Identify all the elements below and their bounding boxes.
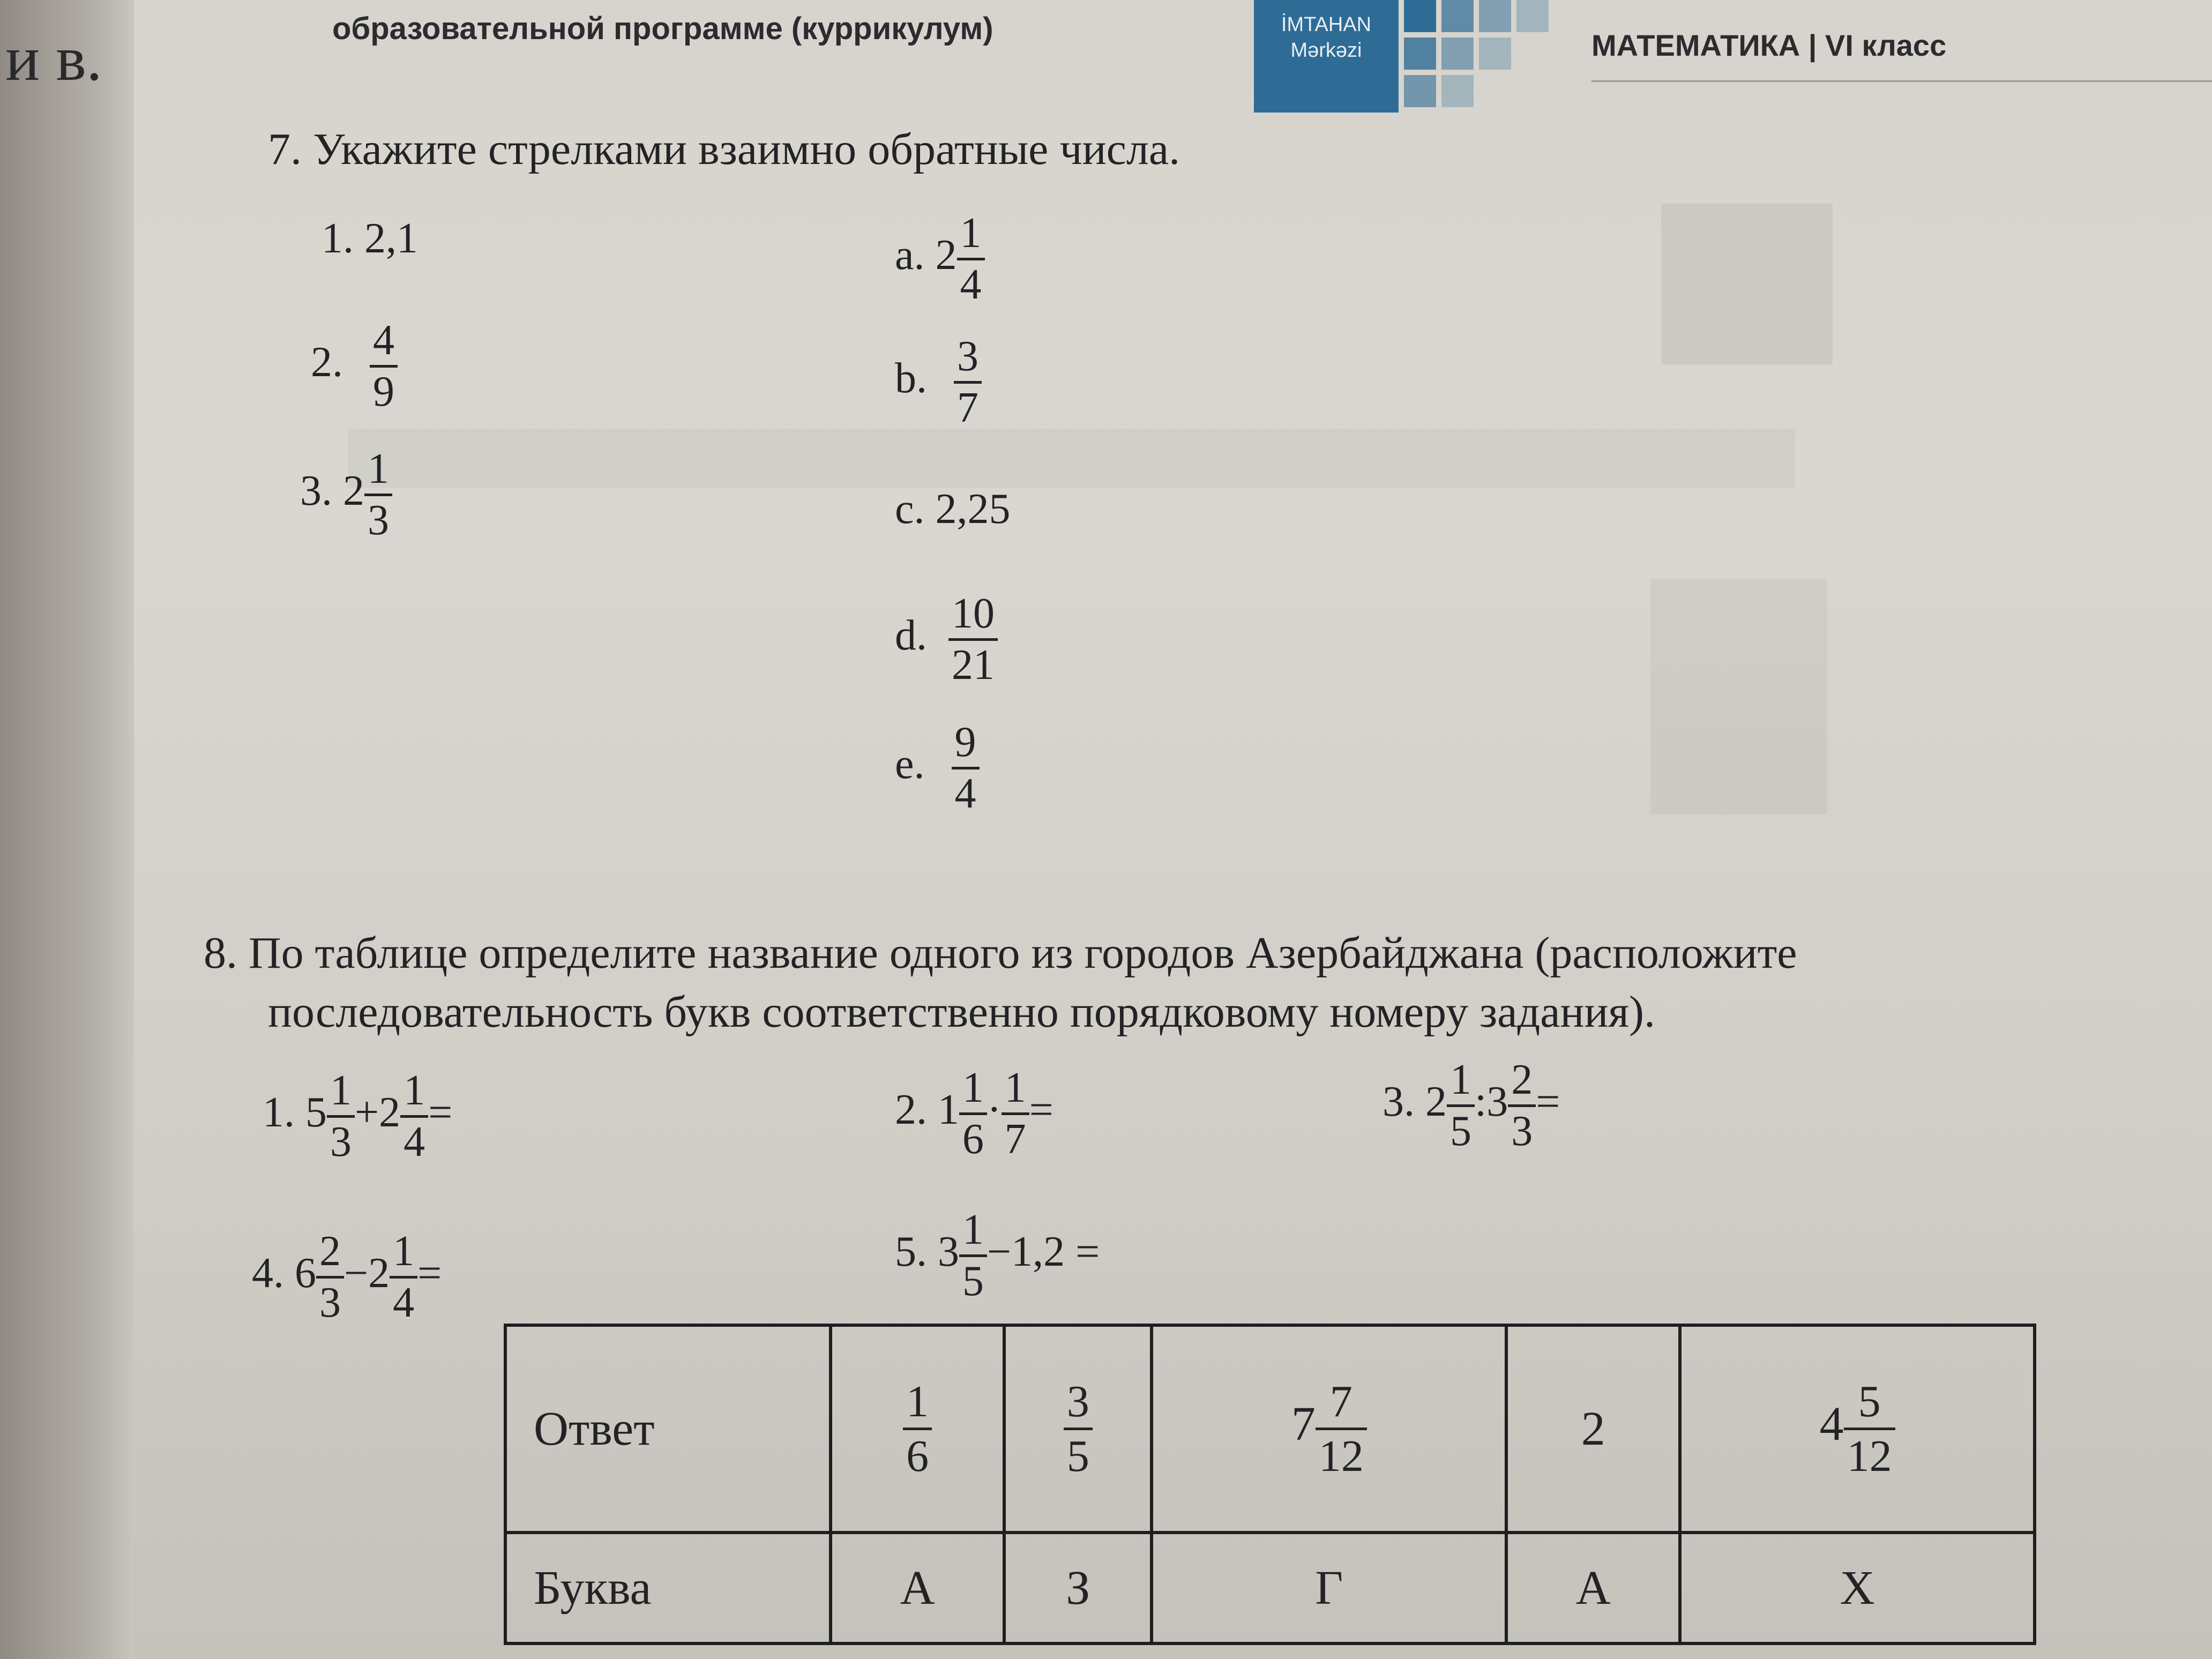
whole-part: 4 (1819, 1397, 1844, 1451)
item-value: 2,1 (364, 215, 418, 262)
whole-part: 2 (343, 467, 364, 514)
operator: : (1475, 1078, 1487, 1125)
task7-right-item-d (895, 589, 998, 690)
answer-cell-2 (1004, 1325, 1152, 1533)
fraction (903, 1376, 932, 1482)
whole-part: 7 (1291, 1397, 1316, 1451)
task7-left-item-1 (322, 214, 418, 263)
whole-part: 1 (938, 1086, 959, 1133)
letter-cell-5: Х (1680, 1533, 2035, 1643)
fraction (959, 1064, 987, 1164)
show-through-band (348, 429, 1795, 488)
item-label: 5. (895, 1228, 927, 1275)
numerator: 3 (954, 332, 982, 384)
operator: + (355, 1088, 379, 1136)
denominator: 7 (957, 384, 978, 431)
row-header-answer: Ответ (505, 1325, 831, 1533)
fraction (957, 209, 985, 309)
item-label: e. (895, 740, 925, 788)
item-label: 3. (300, 467, 332, 514)
denominator: 4 (960, 261, 982, 308)
fraction (959, 1206, 987, 1306)
task7-left-item-3 (300, 445, 392, 545)
task7-right-item-b (895, 332, 982, 432)
numerator: 2 (316, 1227, 344, 1279)
denominator: 6 (962, 1116, 984, 1163)
fraction (948, 589, 998, 690)
numerator: 1 (959, 1206, 987, 1257)
operator: − (344, 1249, 369, 1297)
fraction (390, 1227, 417, 1327)
whole-part: 3 (938, 1228, 959, 1275)
denominator: 5 (962, 1258, 984, 1305)
fraction (370, 316, 398, 416)
item-label: b. (895, 354, 927, 402)
numerator: 1 (959, 1064, 987, 1115)
whole-part: 2 (1425, 1078, 1447, 1125)
table-row-answers (505, 1325, 2035, 1533)
equals-sign: = (1029, 1086, 1053, 1133)
denominator: 7 (1004, 1116, 1026, 1163)
show-through-block (1650, 579, 1827, 814)
equals-sign: = (1536, 1078, 1560, 1125)
numerator: 3 (1064, 1376, 1093, 1430)
fraction (400, 1066, 428, 1167)
denominator: 9 (373, 368, 394, 415)
fraction (1508, 1056, 1536, 1156)
answer-cell-1 (831, 1325, 1004, 1533)
task7-right-item-c (895, 485, 1011, 534)
whole-part: 5 (305, 1088, 327, 1136)
numerator: 5 (1844, 1376, 1895, 1430)
numerator: 2 (1508, 1056, 1536, 1107)
show-through-block (1661, 204, 1833, 364)
numerator: 1 (390, 1227, 417, 1279)
logo-line-2: Mərkəzi (1290, 39, 1362, 62)
fraction (316, 1227, 344, 1327)
whole-part: 2 (935, 231, 957, 279)
whole-part: 3 (1486, 1078, 1508, 1125)
item-label: 4. (252, 1249, 284, 1297)
denominator: 4 (954, 770, 976, 817)
task7-right-item-a (895, 209, 985, 309)
denominator: 5 (1066, 1431, 1089, 1481)
subject-label: МАТЕМАТИКА | VI класс (1591, 28, 1947, 62)
answer-cell-5 (1680, 1325, 2035, 1533)
task8-expression-2 (895, 1064, 1053, 1164)
imtahan-logo (1254, 0, 1399, 113)
task8-expression-3 (1382, 1056, 1560, 1156)
task7-right-item-e (895, 718, 980, 818)
fraction (954, 332, 982, 432)
item-label: c. (895, 485, 925, 533)
whole-part: 2 (368, 1249, 390, 1297)
page-header (134, 0, 2212, 129)
item-label: 1. (263, 1088, 295, 1136)
item-label: 2. (895, 1086, 927, 1133)
numerator: 9 (952, 718, 980, 769)
numerator: 1 (1002, 1064, 1029, 1115)
numerator: 1 (903, 1376, 932, 1430)
denominator: 3 (368, 497, 389, 544)
denominator: 6 (906, 1431, 929, 1481)
denominator: 4 (393, 1279, 415, 1326)
answer-cell-3 (1152, 1325, 1506, 1533)
fraction (1447, 1056, 1475, 1156)
denominator: 3 (319, 1279, 341, 1326)
numerator: 1 (957, 209, 985, 260)
denominator: 3 (330, 1118, 352, 1165)
task7-left-item-2 (311, 316, 398, 416)
numerator: 10 (948, 589, 998, 641)
denominator: 12 (1318, 1431, 1364, 1481)
fraction (327, 1066, 355, 1167)
denominator: 12 (1847, 1431, 1892, 1481)
numerator: 1 (1447, 1056, 1475, 1107)
equals-sign: = (428, 1088, 453, 1136)
task7-title: 7. Укажите стрелками взаимно обратные числа. (268, 124, 1180, 174)
whole-part: 2 (379, 1088, 401, 1136)
numerator: 1 (327, 1066, 355, 1118)
task8-title-line-2: последовательность букв соответственно порядковому номеру задания). (268, 987, 1656, 1037)
item-label: 2. (311, 338, 343, 386)
table-row-letters (505, 1533, 2035, 1643)
task8-expression-1 (263, 1066, 452, 1167)
denominator: 3 (1511, 1108, 1533, 1155)
fraction (1316, 1376, 1367, 1482)
numerator: 1 (400, 1066, 428, 1118)
answer-cell-4: 2 (1506, 1325, 1680, 1533)
numerator: 4 (370, 316, 398, 368)
adjacent-page-text: и в. (5, 23, 102, 94)
decorative-mosaic (1404, 0, 1565, 107)
letter-cell-3: Г (1152, 1533, 1506, 1643)
fraction (952, 718, 980, 818)
denominator: 21 (952, 641, 995, 689)
curriculum-caption: образовательной программе (куррикулум) (332, 11, 993, 46)
denominator: 4 (403, 1118, 425, 1165)
item-label: 1. (322, 215, 354, 262)
fraction (1002, 1064, 1029, 1164)
fraction (1064, 1376, 1093, 1482)
task8-expression-5 (895, 1206, 1100, 1306)
item-value: 2,25 (935, 485, 1011, 533)
letter-cell-2: З (1004, 1533, 1152, 1643)
task8-expression-4 (252, 1227, 442, 1327)
denominator: 5 (1450, 1108, 1471, 1155)
expression-tail: −1,2 = (987, 1228, 1100, 1275)
operator: · (987, 1086, 1002, 1133)
letter-cell-4: А (1506, 1533, 1680, 1643)
item-label: 3. (1382, 1078, 1415, 1125)
fraction (364, 445, 392, 545)
header-rule (1591, 80, 2212, 82)
item-label: a. (895, 231, 925, 279)
numerator: 1 (364, 445, 392, 496)
item-label: d. (895, 611, 927, 659)
equals-sign: = (417, 1249, 442, 1297)
answer-table (504, 1324, 2036, 1645)
numerator: 7 (1316, 1376, 1367, 1430)
row-header-letter: Буква (505, 1533, 831, 1643)
adjacent-page-edge (0, 0, 134, 1659)
fraction (1844, 1376, 1895, 1482)
task8-title-line-1: 8. По таблице определите название одного из городов Азербайджана (расположите (204, 928, 1797, 978)
whole-part: 6 (295, 1249, 316, 1297)
logo-line-1: İMTAHAN (1281, 13, 1372, 36)
letter-cell-1: А (831, 1533, 1004, 1643)
